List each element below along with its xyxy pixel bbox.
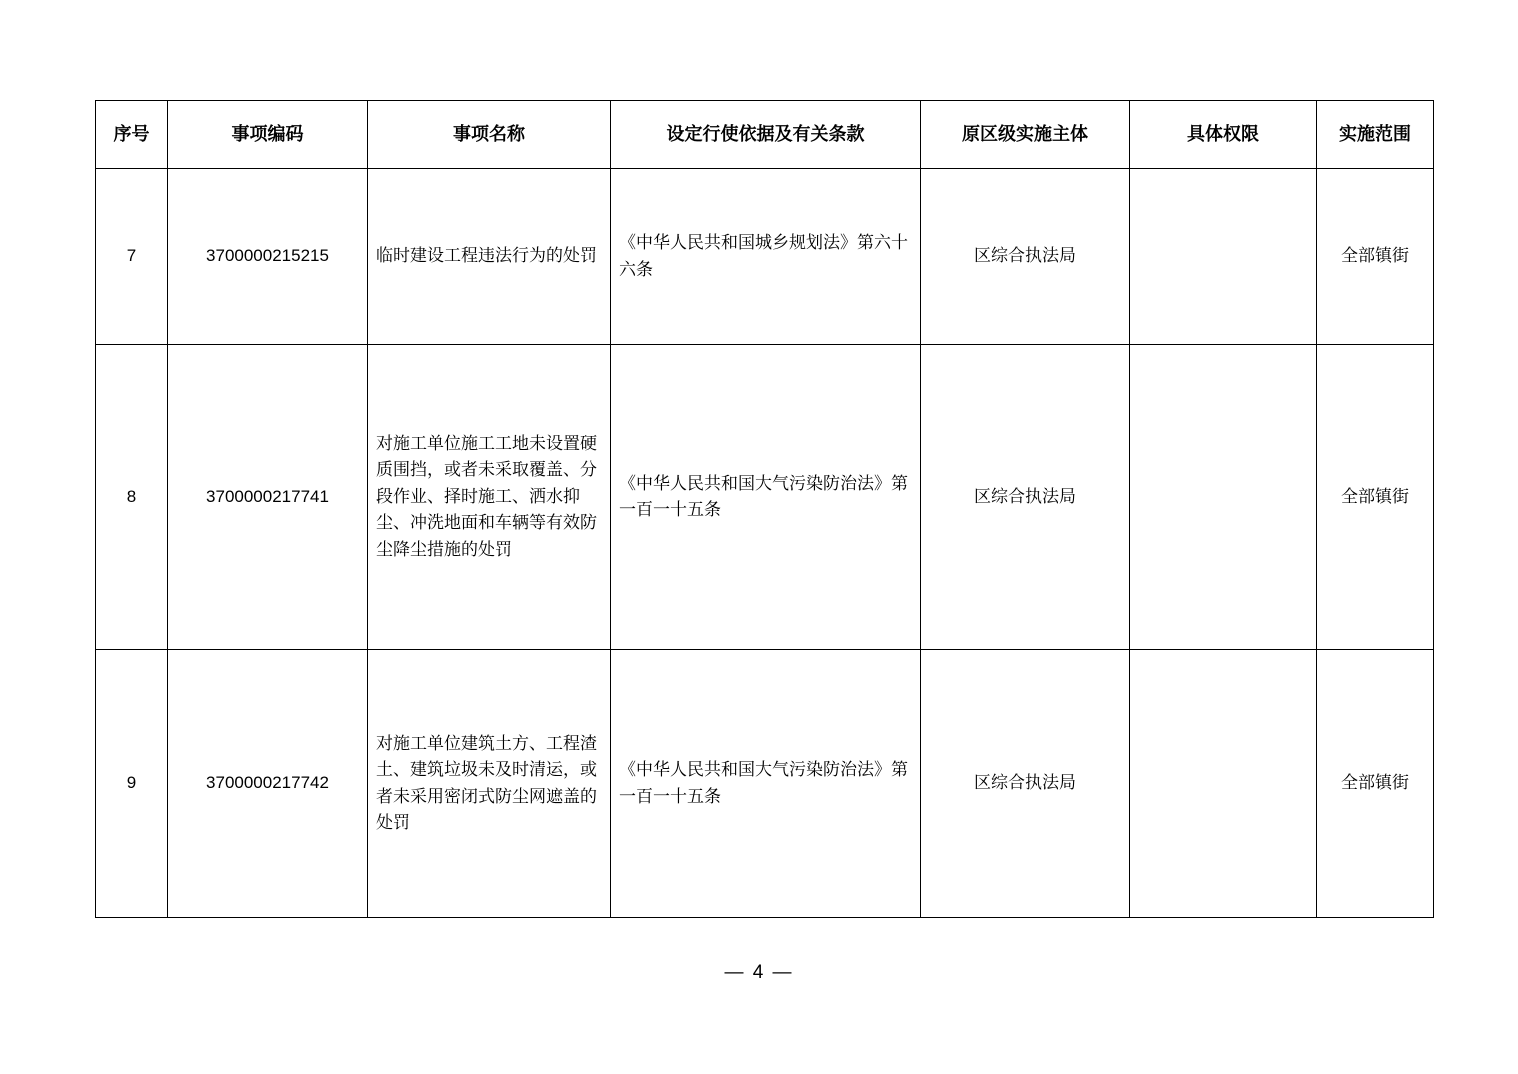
permission-items-table-container <box>95 100 1423 918</box>
column-header-code: 事项编码 <box>168 101 368 169</box>
column-header-name: 事项名称 <box>368 101 611 169</box>
column-header-basis: 设定行使依据及有关条款 <box>611 101 921 169</box>
cell-basis: 《中华人民共和国大气污染防治法》第一百一十五条 <box>611 345 921 650</box>
cell-code: 3700000215215 <box>168 169 368 345</box>
cell-seq: 8 <box>96 345 168 650</box>
cell-scope: 全部镇街 <box>1317 650 1434 918</box>
page-number: — 4 — <box>724 962 794 983</box>
column-header-power: 具体权限 <box>1130 101 1317 169</box>
cell-subject: 区综合执法局 <box>921 650 1130 918</box>
cell-basis: 《中华人民共和国城乡规划法》第六十六条 <box>611 169 921 345</box>
table-header <box>96 101 1434 169</box>
cell-name: 临时建设工程违法行为的处罚 <box>368 169 611 345</box>
table-row <box>96 650 1434 918</box>
table-row <box>96 345 1434 650</box>
column-header-subject: 原区级实施主体 <box>921 101 1130 169</box>
table-body <box>96 169 1434 918</box>
cell-seq: 7 <box>96 169 168 345</box>
cell-power <box>1130 650 1317 918</box>
table-header-row <box>96 101 1434 169</box>
column-header-scope: 实施范围 <box>1317 101 1434 169</box>
cell-basis: 《中华人民共和国大气污染防治法》第一百一十五条 <box>611 650 921 918</box>
column-header-seq: 序号 <box>96 101 168 169</box>
cell-subject: 区综合执法局 <box>921 345 1130 650</box>
cell-scope: 全部镇街 <box>1317 345 1434 650</box>
cell-seq: 9 <box>96 650 168 918</box>
cell-name: 对施工单位施工工地未设置硬质围挡，或者未采取覆盖、分段作业、择时施工、洒水抑尘、冲洗地面和车辆等有效防尘降尘措施的处罚 <box>368 345 611 650</box>
cell-name: 对施工单位建筑土方、工程渣土、建筑垃圾未及时清运，或者未采用密闭式防尘网遮盖的处罚 <box>368 650 611 918</box>
table-row <box>96 169 1434 345</box>
cell-scope: 全部镇街 <box>1317 169 1434 345</box>
cell-subject: 区综合执法局 <box>921 169 1130 345</box>
cell-code: 3700000217741 <box>168 345 368 650</box>
cell-code: 3700000217742 <box>168 650 368 918</box>
permission-items-table <box>95 100 1434 918</box>
cell-power <box>1130 345 1317 650</box>
cell-power <box>1130 169 1317 345</box>
